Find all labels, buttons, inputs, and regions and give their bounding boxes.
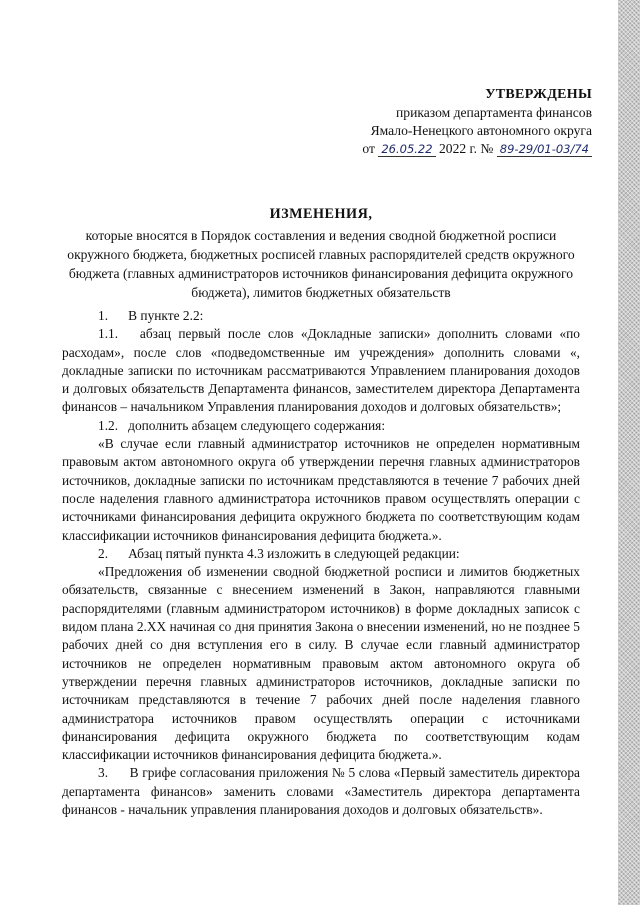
document-title: ИЗМЕНЕНИЯ, xyxy=(269,206,373,222)
approval-stamp-block xyxy=(272,86,592,158)
scan-edge-pattern xyxy=(618,0,640,905)
paragraph-1: 1. В пункте 2.2: xyxy=(98,308,204,323)
year-number-label: 2022 г. № xyxy=(438,141,494,156)
paragraph-1-1: 1.1. абзац первый после слов «Докладные записки» дополнить словами «по расходам», после слов «подведомственные им учреждения» дополнить словами «, докладные записки по источникам рассматриваются Управлением планирования доходов и долговых обязательств Департамента финансов, заместителем директора Департамента финансов – начальником Управления планирования доходов и долговых обязательств»; xyxy=(62,326,580,415)
document-title-block xyxy=(62,205,580,302)
date-prefix: от xyxy=(362,141,375,156)
paragraph-3: 3. В грифе согласования приложения № 5 слова «Первый заместитель директора департамента финансов» заменить словами «Заместитель директора департамента финансов - начальник управления планирования доходов и долговых обязательств». xyxy=(62,765,580,818)
paragraph-quote-1: «В случае если главный администратор источников не определен нормативным правовым актом автономного округа об утверждении перечня главных администраторов источников, докладные записки по источникам представляются в течение 7 рабочих дней после наделения главного администратора источников правом осуществлять операции с источниками финансирования дефицита окружного бюджета по соответствующим кодам классификации источников финансирования дефицита бюджета.». xyxy=(62,436,580,543)
handwritten-order-number: 89-29/01-03/74 xyxy=(497,142,592,157)
approval-line-2: Ямало-Ненецкого автономного округа xyxy=(370,123,592,138)
approval-heading: УТВЕРЖДЕНЫ xyxy=(485,87,592,102)
document-subtitle: которые вносятся в Порядок составления и ведения сводной бюджетной росписи окружного бюджета, бюджетных росписей главных распорядителей средств окружного бюджета (главных администраторов источников финансирования дефицита окружного бюджета), лимитов бюджетных обязательств xyxy=(67,228,575,300)
approval-line-1: приказом департамента финансов xyxy=(396,105,592,120)
handwritten-date: 26.05.22 xyxy=(378,142,435,157)
document-body xyxy=(62,307,580,819)
approval-date-line xyxy=(272,140,592,158)
paragraph-2: 2. Абзац пятый пункта 4.3 изложить в следующей редакции: xyxy=(98,545,460,561)
paragraph-quote-2: «Предложения об изменении сводной бюджетной росписи и лимитов бюджетных обязательств, связанные с внесением изменений в Закон, направляются главными распорядителями (главным администратором источников) в форме докладных записок с видом плана 2.ХХ начиная со дня принятия Закона о внесении изменений, но не позднее 5 рабочих дней со дня вступления его в силу. В случае если главный администратор источников не определен нормативным правовым актом автономного округа об утверждении перечня главных администраторов источников, докладные записки по источникам представляются в течение 7 рабочих дней после наделения главного администратора источников правом осуществлять операции с источниками финансирования дефицита окружного бюджета по соответствующим кодам классификации источников финансирования дефицита бюджета.». xyxy=(62,564,580,763)
paragraph-1-2: 1.2. дополнить абзацем следующего содержания: xyxy=(98,417,386,433)
